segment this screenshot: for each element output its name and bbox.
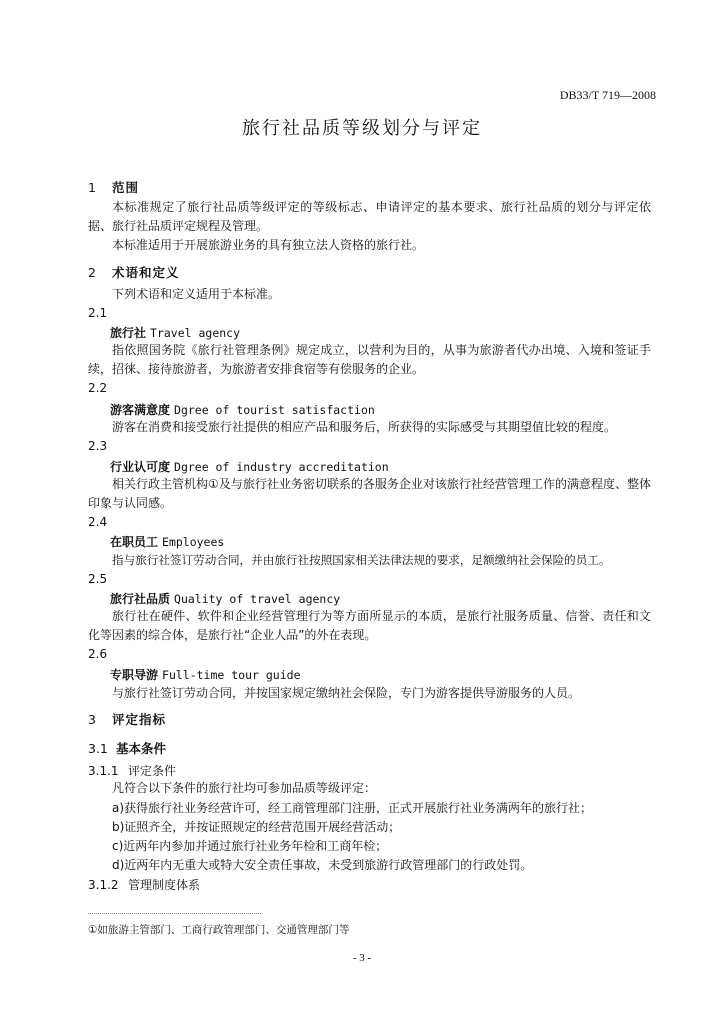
term-2-1-title: 旅行社 Travel agency [110,326,241,340]
term-2-2-definition: 游客在消费和接受旅行社提供的相应产品和服务后，所获得的实际感受与其期望值比较的程度。 [112,420,617,434]
section-1-paragraph-2: 本标准适用于开展旅游业务的具有独立法人资格的旅行社。 [112,238,425,252]
term-2-3-title: 行业认可度 Dgree of industry accreditation [110,460,389,474]
term-2-4-title: 在职员工 Employees [110,535,225,549]
section-3-1-1-intro: 凡符合以下条件的旅行社均可参加品质等级评定： [112,781,377,795]
term-2-6-number: 2.6 [88,647,108,661]
standard-number: DB33/T 719—2008 [559,88,656,102]
section-3-1-1-heading: 3.1.1 评定条件 [88,764,177,778]
page-title: 旅行社品质等级划分与评定 [242,118,482,139]
section-1-paragraph-1: 本标准规定了旅行社品质等级评定的等级标志、申请评定的基本要求、旅行社品质的划分与评定依据、旅行社品质评定规程及管理。 [88,200,651,233]
term-2-1-number: 2.1 [88,306,108,320]
section-1-heading: 1 范围 [88,180,140,195]
term-2-2-title: 游客满意度 Dgree of tourist satisfaction [110,403,375,417]
term-2-4-definition: 指与旅行社签订劳动合同，并由旅行社按照国家相关法律法规的要求，足额缴纳社会保险的员工。 [112,553,611,567]
footnote: ①如旅游主管部门、工商行政管理部门、交通管理部门等 [88,924,350,936]
term-2-3-definition: 相关行政主管机构①及与旅行社业务密切联系的各服务企业对该旅行社经营管理工作的满意程度、整体印象与认同感。 [88,477,651,510]
section-2-heading: 2 术语和定义 [88,265,180,280]
list-item: a)获得旅行社业务经营许可，经工商管理部门注册，正式开展旅行社业务满两年的旅行社； [112,801,593,815]
section-3-1-2-heading: 3.1.2 管理制度体系 [88,878,201,892]
footnote-divider [88,913,261,914]
term-2-3-number: 2.3 [88,439,108,453]
term-2-2-number: 2.2 [88,381,108,395]
term-2-4-number: 2.4 [88,515,108,529]
list-item: b)证照齐全，并按证照规定的经营范围开展经营活动； [112,820,401,834]
section-2-intro: 下列术语和定义适用于本标准。 [112,287,281,301]
page-number: - 3 - [352,952,372,964]
section-3-heading: 3 评定指标 [88,712,167,727]
section-3-1-heading: 3.1 基本条件 [88,741,167,756]
term-2-5-title: 旅行社品质 Quality of travel agency [110,592,341,606]
term-2-5-definition: 旅行社在硬件、软件和企业经营管理行为等方面所显示的本质，是旅行社服务质量、信誉、责任和文化等因素的综合体，是旅行社“企业人品”的外在表现。 [88,609,651,642]
term-2-6-title: 专职导游 Full-time tour guide [110,668,301,682]
term-2-1-definition: 指依照国务院《旅行社管理条例》规定成立，以营利为目的，从事为旅游者代办出境、入境和签证手续，招徕、接待旅游者，为旅游者安排食宿等有偿服务的企业。 [88,343,651,376]
term-2-6-definition: 与旅行社签订劳动合同，并按国家规定缴纳社会保险，专门为游客提供导游服务的人员。 [112,686,581,700]
term-2-5-number: 2.5 [88,572,108,586]
list-item: c)近两年内参加并通过旅行社业务年检和工商年检； [112,839,388,853]
list-item: d)近两年内无重大或特大安全责任事故，未受到旅游行政管理部门的行政处罚。 [112,858,533,872]
